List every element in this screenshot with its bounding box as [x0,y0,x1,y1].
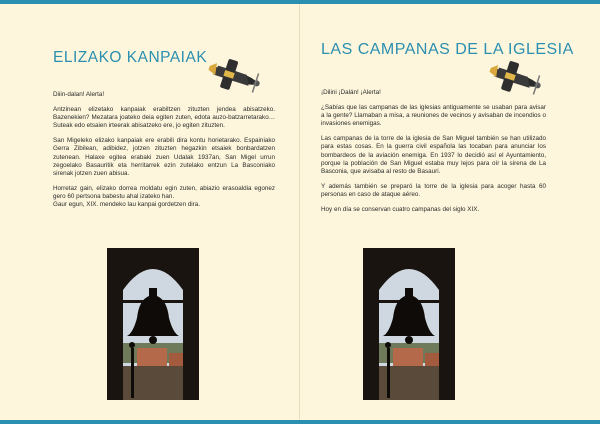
page-divider [299,4,300,420]
right-paragraph: Y además también se preparó la torre de la iglesia para acoger hasta 60 personas en caso de ataque aéreo. [321,182,546,198]
bell-tower-photo [107,248,199,400]
right-page [302,4,600,420]
left-body-text [53,91,275,216]
left-paragraph: San Migeleko elizako kanpaiak ere erabili dira kontu horietarako. Espainiako Gerra Zibilean, adibidez, jotzen zituzten hegazkin etsaiek bonbardatzen zutenean. Halaxe egitea erabaki zuen Udalak 1937an, San Migel urrun zegoelako Basauritik eta herritarrek ezin zutelako entzun La Basconiako sirenak jotzen zuen abisua. [53,137,275,177]
left-title: ELIZAKO KANPAIAK [53,49,208,66]
right-paragraph: Las campanas de la torre de la iglesia de San Miguel también se han utilizado para estas cosas. En la guerra civil española las tocaban para anunciar los bombardeos de la aviación enemiga. En 1937 lo decidió así el Ayuntamiento, porque la población de San Miguel estaba muy lejos para oír la sirena de La Basconia, que avisaba al resto de Basauri. [321,135,546,175]
left-paragraph: Horretaz gain, elizako dorrea moldatu egin zuten, abiazio erasoaldia egonez gero 60 pertsona babestu ahal izateko han. Gaur egun, XIX. mendeko lau kanpai gordetzen dira. [53,184,275,209]
right-paragraph: ¿Sabías que las campanas de las iglesias antiguamente se usaban para avisar a la gente? Llamaban a misa, a reuniones de vecinos y avisaban de incendios o invasiones enemigas. [321,104,546,128]
left-paragraph: Antzinean elizetako kanpaiak erabiltzen zituzten jendea abisatzeko. Bazenekien? Mezatara joateko deia egiten zuten, edota auzo-batzarretarako… Suteak edo etsaien irteerak abisatzeko ere, jo egiten zituzten. [53,106,275,130]
left-page [0,4,298,420]
right-paragraph: Hoy en día se conservan cuatro campanas del siglo XIX. [321,206,480,214]
bell-tower-photo [363,248,455,400]
right-title: LAS CAMPANAS DE LA IGLESIA [321,41,574,58]
right-paragraph: ¡Dilini ¡Dalán! ¡Alerta! [321,89,381,96]
left-paragraph: Diiin-dalan! Alerta! [53,91,105,98]
right-body-text [321,89,546,221]
plane-icon [196,54,266,96]
bottom-accent-bar [0,420,600,424]
